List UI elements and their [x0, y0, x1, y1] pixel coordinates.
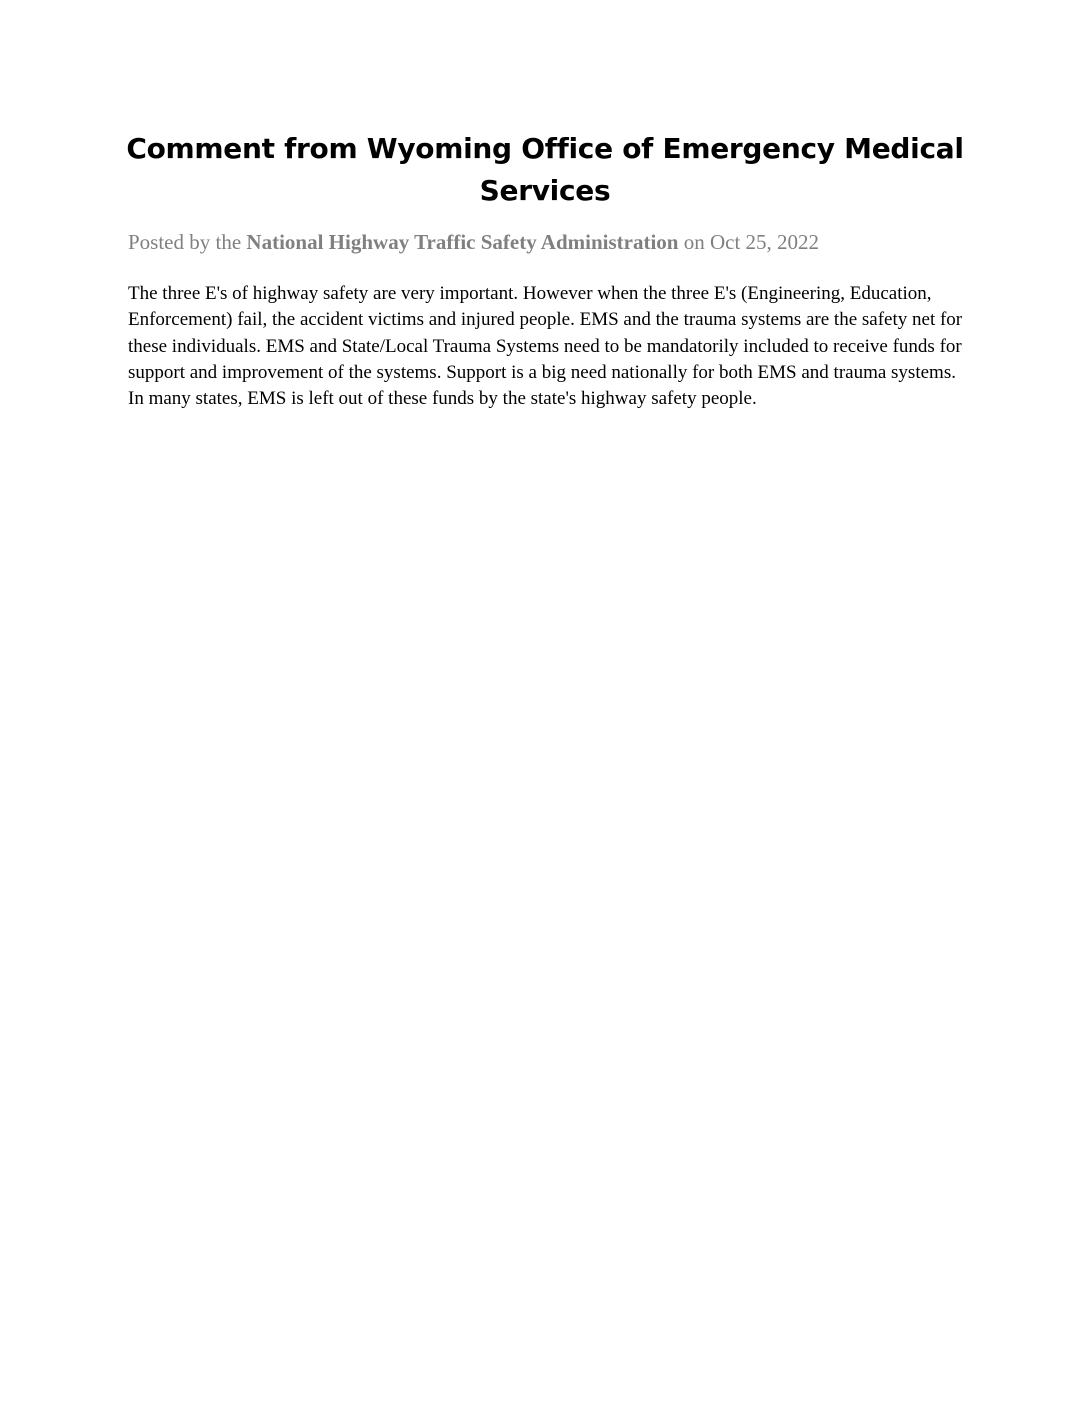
byline-date: on Oct 25, 2022 [678, 230, 820, 254]
document-title: Comment from Wyoming Office of Emergency Medical Services [126, 132, 964, 207]
byline-prefix: Posted by the [128, 230, 247, 254]
byline [128, 228, 968, 256]
comment-body: The three E's of highway safety are very important. However when the three E's (Engineering, Education, Enforcement) fail, the accident victims and injured people. EMS and the trauma systems are the safety net for these individuals. EMS and State/Local Trauma Systems need to be mandatorily included to receive funds for support and improvement of the systems. Support is a big need nationally for both EMS and trauma systems. In many states, EMS is left out of these funds by the state's highway safety people. [128, 283, 963, 410]
byline-agency: National Highway Traffic Safety Administration [246, 230, 679, 254]
